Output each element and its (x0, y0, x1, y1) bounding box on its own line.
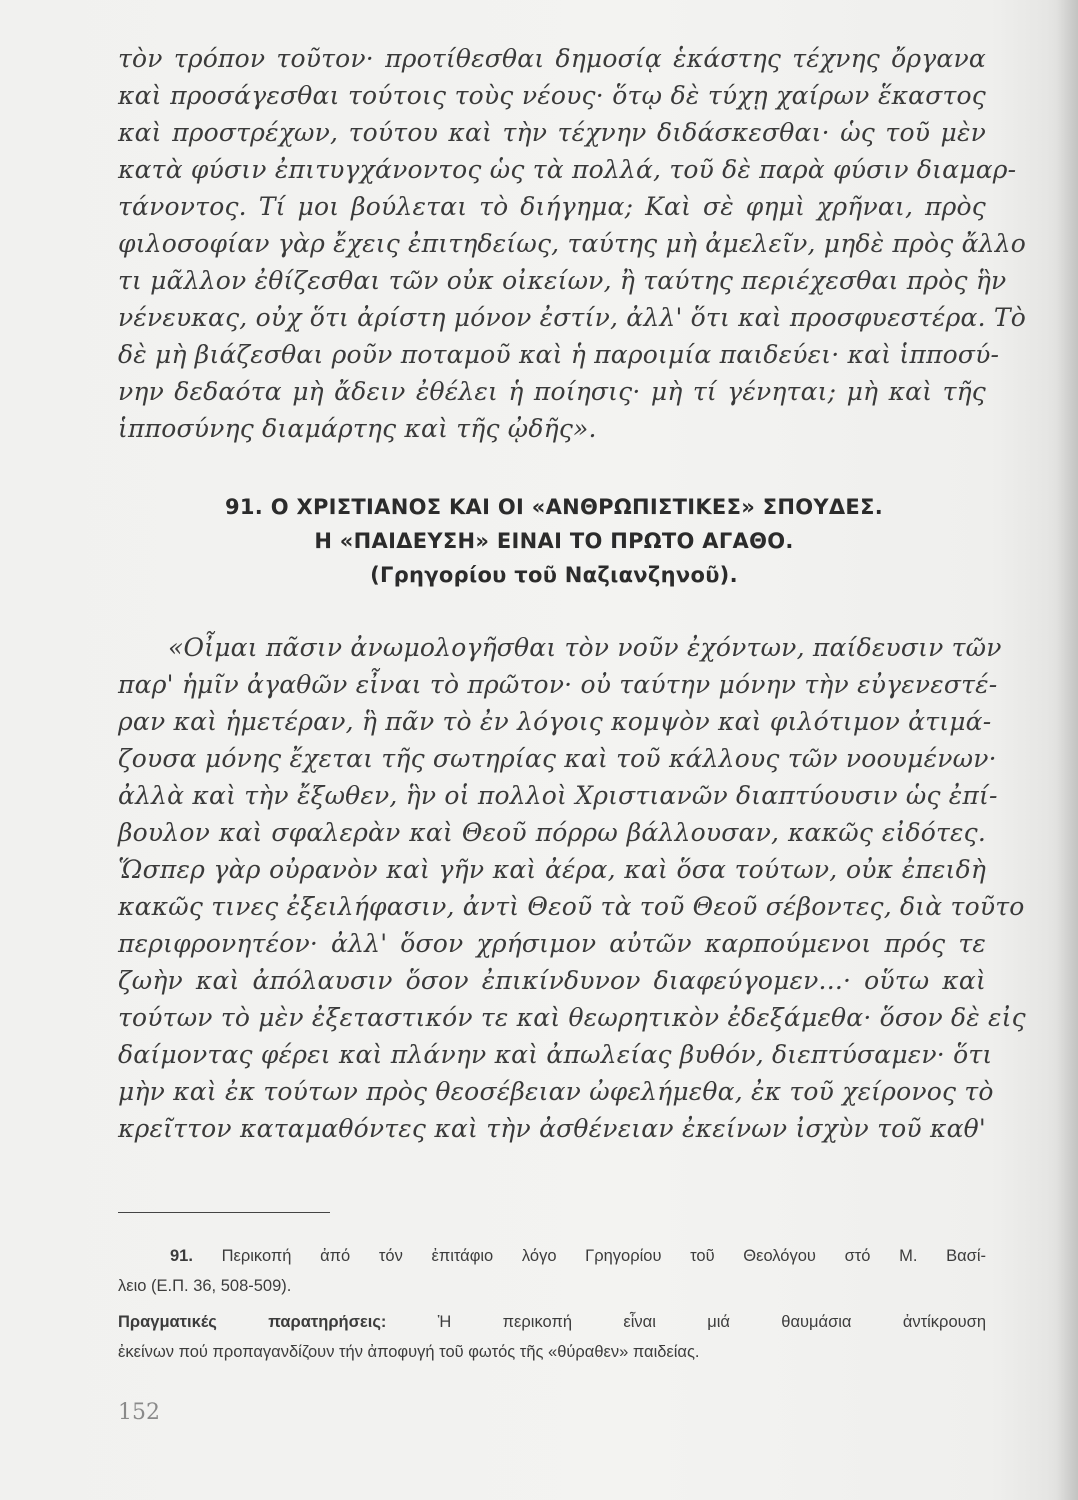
footnote-text: ἐκείνων πού προπαγανδίζουν τήν ἀποφυγή τοῦ φωτός τῆς «θύραθεν» παιδείας. (118, 1343, 700, 1361)
text-line: δὲ μὴ βιάζεσθαι ροῦν ποταμοῦ καὶ ἡ παροιμία παιδεύει· καὶ ἱπποσύ- (118, 340, 1000, 369)
footnote-text: Περικοπή ἀπό τόν ἐπιτάφιο λόγο Γρηγορίου τοῦ Θεολόγου στό Μ. Βασί- (221, 1247, 986, 1265)
spine-shadow (1056, 0, 1078, 1500)
text-line: τὸν τρόπον τοῦτον· προτίθεσθαι δημοσίᾳ ἑκάστης τέχνης ὄργανα (118, 44, 986, 73)
heading-author: (Γρηγορίου τοῦ Ναζιανζηνοῦ). (370, 563, 738, 587)
text-line: μὴν καὶ ἐκ τούτων πρὸς θεοσέβειαν ὠφελήμεθα, ἐκ τοῦ χείρονος τὸ (118, 1077, 994, 1106)
text-line: ζωὴν καὶ ἀπόλαυσιν ὅσον ἐπικίνδυνον διαφεύγομεν...· οὕτω καὶ (118, 966, 986, 995)
heading-title: 91. Ο ΧΡΙΣΤΙΑΝΟΣ ΚΑΙ ΟΙ «ΑΝΘΡΩΠΙΣΤΙΚΕΣ» ΣΠΟΥΔΕΣ. (224, 495, 884, 519)
quote-paragraph (118, 629, 1026, 1147)
footnote-91 (118, 1241, 986, 1271)
text-line: νην δεδαότα μὴ ἄδειν ἐθέλει ἡ ποίησις· μὴ τί γένηται; μὴ καὶ τῆς (118, 377, 986, 406)
text-line: νένευκας, οὐχ ὅτι ἀρίστη μόνον ἐστίν, ἀλλ' ὅτι καὶ προσφυεστέρα. Τὸ (118, 303, 1026, 332)
text-line: κατὰ φύσιν ἐπιτυγχάνοντος ὡς τὰ πολλά, τοῦ δὲ παρὰ φύσιν διαμαρ- (118, 155, 1017, 184)
text-line: περιφρονητέον· ἀλλ' ὅσον χρήσιμον αὐτῶν καρπούμενοι πρός τε (118, 929, 986, 958)
text-line: καὶ προσάγεσθαι τούτοις τοὺς νέους· ὅτῳ δὲ τύχῃ χαίρων ἕκαστος (118, 81, 986, 110)
footnote-number: 91. (170, 1247, 193, 1265)
text-line: ἱπποσύνης διαμάρτης καὶ τῆς ᾠδῆς». (118, 414, 597, 443)
text-line: τάνοντος. Τί μοι βούλεται τὸ διήγημα; Καὶ σὲ φημὶ χρῆναι, πρὸς (118, 192, 986, 221)
top-paragraph (118, 40, 1026, 447)
footnote-text: λειο (Ε.Π. 36, 508-509). (118, 1277, 292, 1295)
text-line: παρ' ἡμῖν ἀγαθῶν εἶναι τὸ πρῶτον· οὐ ταύτην μόνην τὴν εὐγενεστέ- (118, 670, 998, 699)
text-line: «Οἶμαι πᾶσιν ἀνωμολογῆσθαι τὸν νοῦν ἐχόντων, παίδευσιν τῶν (168, 633, 1002, 662)
text-line: ζουσα μόνης ἔχεται τῆς σωτηρίας καὶ τοῦ κάλλους τῶν νοουμένων· (118, 744, 997, 773)
text-line: κακῶς τινες ἐξειλήφασιν, ἀντὶ Θεοῦ τὰ τοῦ Θεοῦ σέβοντες, διὰ τοῦτο (118, 892, 1025, 921)
footnote-text: Ἡ περικοπή εἶναι μιά θαυμάσια ἀντίκρουση (437, 1313, 986, 1331)
text-line: δαίμοντας φέρει καὶ πλάνην καὶ ἀπωλείας βυθόν, διεπτύσαμεν· ὅτι (118, 1040, 993, 1069)
text-line: τι μᾶλλον ἐθίζεσθαι τῶν οὐκ οἰκείων, ἢ ταύτης περιέχεσθαι πρὸς ἣν (118, 266, 1007, 295)
text-line: φιλοσοφίαν γὰρ ἔχεις ἐπιτηδείως, ταύτης μὴ ἀμελεῖν, μηδὲ πρὸς ἄλλο (118, 229, 1026, 258)
text-line: καὶ προστρέχων, τούτου καὶ τὴν τέχνην διδάσκεσθαι· ὡς τοῦ μὲν (118, 118, 986, 147)
heading-subtitle: Η «ΠΑΙΔΕΥΣΗ» ΕΙΝΑΙ ΤΟ ΠΡΩΤΟ ΑΓΑΘΟ. (314, 529, 794, 553)
section-heading (120, 490, 988, 592)
footnotes (118, 1241, 986, 1367)
footnote-remarks-label: Πραγματικές παρατηρήσεις: (118, 1313, 387, 1331)
text-line: κρεῖττον καταμαθόντες καὶ τὴν ἀσθένειαν ἐκείνων ἰσχὺν τοῦ καθ' (118, 1114, 986, 1143)
footnote-remarks (118, 1307, 986, 1367)
page-number: 152 (118, 1400, 160, 1425)
text-line: ἀλλὰ καὶ τὴν ἔξωθεν, ἣν οἱ πολλοὶ Χριστιανῶν διαπτύουσιν ὡς ἐπί- (118, 781, 998, 810)
footnote-remarks-line (118, 1307, 986, 1337)
text-line: βουλον καὶ σφαλερὰν καὶ Θεοῦ πόρρω βάλλουσαν, κακῶς εἰδότες. (118, 818, 986, 847)
text-line: τούτων τὸ μὲν ἐξεταστικόν τε καὶ θεωρητικὸν ἐδεξάμεθα· ὅσον δὲ εἰς (118, 1003, 1026, 1032)
footnote-divider (118, 1212, 330, 1213)
text-line: ραν καὶ ἡμετέραν, ἣ πᾶν τὸ ἐν λόγοις κομψὸν καὶ φιλότιμον ἀτιμά- (118, 707, 992, 736)
text-line: Ὥσπερ γὰρ οὐρανὸν καὶ γῆν καὶ ἀέρα, καὶ ὅσα τούτων, οὐκ ἐπειδὴ (118, 855, 986, 884)
